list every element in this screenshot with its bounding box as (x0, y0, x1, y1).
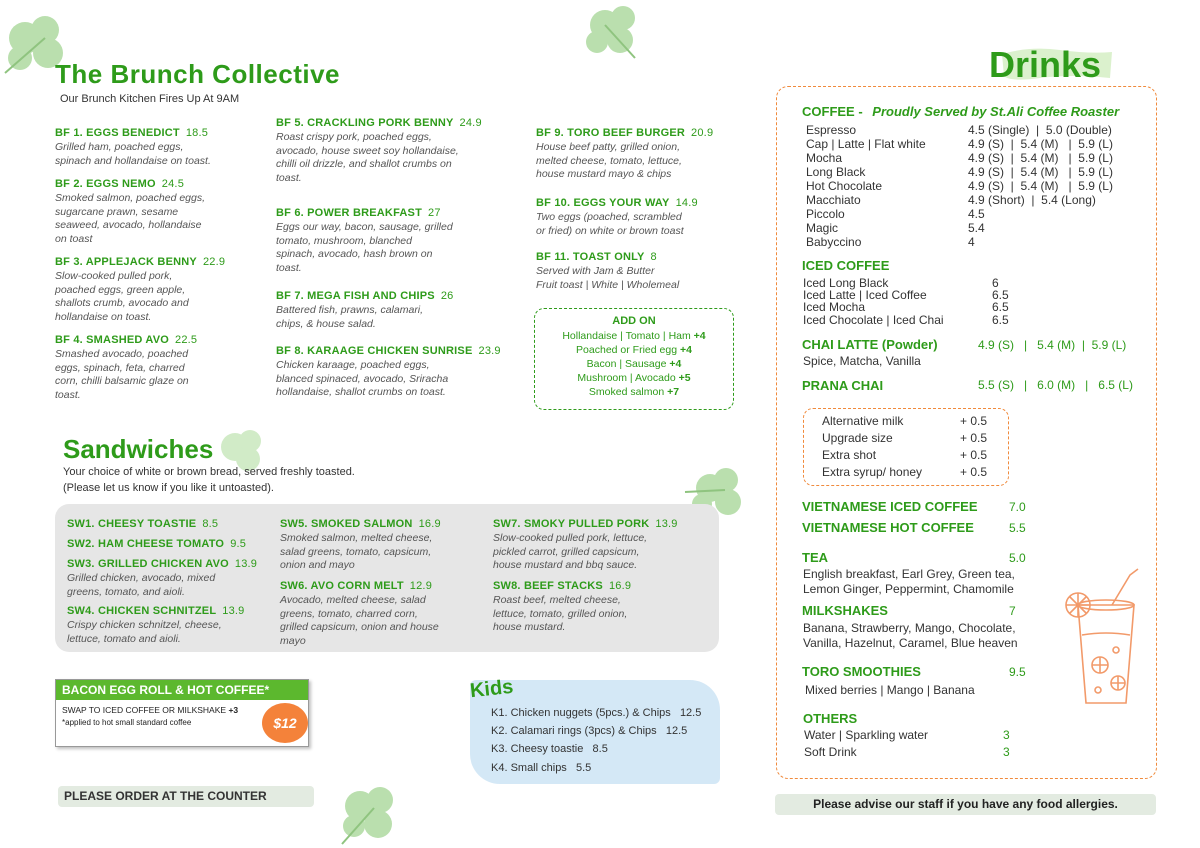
drink-name: Cap | Latte | Flat white (806, 137, 926, 151)
chai-latte-header: CHAI LATTE (Powder) (802, 337, 938, 352)
drink-price: 4.5 (Single) | 5.0 (Double) (968, 123, 1112, 137)
item-name: SW7. SMOKY PULLED PORK (493, 518, 650, 530)
sandwiches-title: Sandwiches (63, 434, 214, 464)
item-desc-line: hollandaise, shallot crumbs on toast. (276, 386, 446, 398)
others-header: OTHERS (803, 711, 858, 726)
item-desc-line: grilled capsicum, onion and house (280, 621, 439, 633)
item-price: 26 (440, 290, 454, 302)
drink-price: 3 (1003, 745, 1010, 759)
item-name: SW3. GRILLED CHICKEN AVO (67, 558, 229, 570)
kids-item: K4. Small chips 5.5 (491, 762, 592, 774)
smoothies-list: Mixed berries | Mango | Banana (805, 683, 975, 697)
item-name: BF 4. SMASHED AVO (55, 334, 170, 346)
item-desc-line: Avocado, melted cheese, salad (280, 594, 426, 606)
extra-name: Extra shot (822, 448, 877, 462)
item-desc-line: greens, tomato, charred corn, (280, 607, 418, 620)
drink-name: Water | Sparkling water (804, 728, 929, 742)
item-name: BF 1. EGGS BENEDICT (55, 127, 180, 139)
juice-glass-icon (1060, 565, 1150, 710)
menu-item-bf3 (55, 256, 265, 324)
drink-name: Iced Latte | Iced Coffee (803, 288, 927, 302)
item-price: 9.5 (230, 538, 247, 550)
drink-price: 6.5 (992, 300, 1009, 314)
item-desc-line: Fruit toast | White | Wholemeal (536, 278, 680, 291)
kids-item: K2. Calamari rings (3pcs) & Chips 12.5 (491, 725, 688, 737)
vietnamese-iced-header: VIETNAMESE ICED COFFEE (802, 499, 978, 514)
milkshakes-header: MILKSHAKES (802, 603, 888, 618)
item-desc-line: Roast crispy pork, poached eggs, (276, 131, 432, 143)
addon-box (534, 308, 734, 410)
page-subtitle: Our Brunch Kitchen Fires Up At 9AM (60, 93, 240, 105)
item-desc-line: Grilled ham, poached eggs, (55, 141, 184, 153)
item-desc-line: lettuce, tomato and aioli. (67, 632, 181, 645)
coffee-header: COFFEE - Proudly Served by St.Ali Coffee Roaster (802, 104, 1120, 119)
item-price: 18.5 (185, 127, 209, 139)
drink-price: 4 (968, 235, 975, 249)
extra-price: + 0.5 (960, 448, 988, 462)
coriander-leaf-icon (332, 778, 408, 846)
menu-item-bf10 (536, 197, 746, 238)
item-name: BF 6. POWER BREAKFAST (276, 207, 422, 219)
drink-name: Magic (806, 221, 839, 235)
item-desc-line: House beef patty, grilled onion, (536, 141, 680, 153)
item-desc-line: Slow-cooked pulled pork, (55, 270, 173, 282)
item-name: BF 3. APPLEJACK BENNY (55, 256, 197, 268)
extra-name: Upgrade size (822, 431, 893, 445)
item-desc-line: tomato, mushroom, blanched (276, 234, 412, 247)
extra-name: Extra syrup/ honey (822, 465, 923, 479)
drink-name: Babyccino (806, 235, 862, 249)
smoothies-price: 9.5 (1009, 665, 1026, 679)
drink-price: 3 (1003, 728, 1010, 742)
item-desc-line: Served with Jam & Butter (536, 265, 655, 277)
menu-item-sw3 (67, 558, 272, 599)
drink-name: Iced Chocolate | Iced Chai (803, 313, 944, 327)
item-price: 23.9 (478, 345, 501, 357)
drink-price: 6 (992, 276, 999, 290)
item-desc-line: Crispy chicken schnitzel, cheese, (67, 619, 222, 631)
chai-latte-prices: 4.9 (S) | 5.4 (M) | 5.9 (L) (978, 338, 1127, 352)
extra-price: + 0.5 (960, 465, 988, 479)
item-desc-line: corn, chilli balsamic glaze on (55, 375, 189, 387)
item-price: 20.9 (691, 127, 714, 139)
item-price: 8 (650, 251, 657, 263)
menu-item-sw8 (493, 580, 708, 635)
item-name: BF 5. CRACKLING PORK BENNY (276, 117, 454, 129)
item-desc-line: spinach and hollandaise on toast. (55, 154, 211, 167)
item-desc-line: poached eggs, green apple, (55, 283, 186, 296)
item-desc-line: hollandaise on toast. (55, 310, 152, 323)
item-name: BF 10. EGGS YOUR WAY (536, 197, 670, 209)
item-desc-line: pickled carrot, grilled capsicum, (493, 545, 640, 558)
tea-list: Lemon Ginger, Peppermint, Chamomile (803, 582, 1014, 596)
menu-item-sw1 (67, 518, 272, 530)
kids-item: K1. Chicken nuggets (5pcs.) & Chips 12.5 (491, 707, 702, 719)
drink-name: Hot Chocolate (806, 179, 883, 193)
item-price: 24.9 (459, 117, 482, 129)
extra-price: + 0.5 (960, 431, 988, 445)
drink-name: Long Black (806, 165, 866, 179)
drink-price: 4.5 (968, 207, 985, 221)
item-name: SW4. CHICKEN SCHNITZEL (67, 605, 217, 617)
drink-price: 4.9 (S) | 5.4 (M) | 5.9 (L) (968, 151, 1113, 165)
menu-item-bf8 (276, 345, 526, 400)
item-desc-line: Eggs our way, bacon, sausage, grilled (276, 221, 453, 233)
item-desc-line: Smoked salmon, melted cheese, (280, 532, 433, 544)
page-title: The Brunch Collective (55, 59, 340, 89)
tea-price: 5.0 (1009, 551, 1026, 565)
item-desc-line: salad greens, tomato, capsicum, (280, 545, 432, 558)
coriander-leaf-icon (575, 0, 645, 60)
item-desc-line: toast. (276, 261, 302, 274)
menu-item-sw2 (67, 538, 272, 550)
item-desc-line: onion and mayo (280, 559, 355, 571)
menu-item-bf5 (276, 117, 521, 185)
chai-flavours: Spice, Matcha, Vanilla (803, 354, 921, 368)
vietnamese-iced-price: 7.0 (1009, 500, 1026, 514)
drink-price: 5.4 (968, 221, 985, 235)
item-desc-line: Grilled chicken, avocado, mixed (67, 572, 216, 584)
extra-name: Alternative milk (822, 414, 904, 428)
combo-title: BACON EGG ROLL & HOT COFFEE* (56, 680, 308, 700)
item-name: BF 9. TORO BEEF BURGER (536, 127, 686, 139)
item-desc-line: toast. (55, 388, 81, 401)
item-price: 13.9 (655, 518, 678, 530)
menu-item-sw4 (67, 605, 272, 646)
item-desc-line: melted cheese, tomato, lettuce, (536, 154, 682, 167)
item-desc-line: house mustard. (493, 621, 566, 633)
sandwiches-note: Your choice of white or brown bread, served freshly toasted. (63, 466, 355, 478)
item-desc-line: mayo (280, 634, 306, 647)
milkshakes-price: 7 (1009, 604, 1016, 618)
menu-item-bf7 (276, 290, 521, 331)
drink-price: 6.5 (992, 288, 1009, 302)
item-price: 13.9 (234, 558, 258, 570)
item-desc-line: on toast (55, 232, 93, 245)
item-desc-line: house mustard mayo & chips (536, 168, 672, 180)
kids-title: Kids (468, 675, 515, 703)
menu-item-sw7 (493, 518, 708, 573)
combo-price-badge: $12 (262, 703, 308, 743)
drink-price: 4.9 (S) | 5.4 (M) | 5.9 (L) (968, 165, 1113, 179)
menu-item-bf1 (55, 127, 265, 168)
combo-note: *applied to hot small standard coffee (62, 718, 192, 727)
drink-name: Espresso (806, 123, 857, 137)
item-price: 14.9 (675, 197, 698, 209)
item-name: BF 7. MEGA FISH AND CHIPS (276, 290, 435, 302)
drink-name: Soft Drink (804, 745, 857, 759)
drink-price: 6.5 (992, 313, 1009, 327)
item-name: SW5. SMOKED SALMON (280, 518, 413, 530)
menu-item-bf2 (55, 178, 265, 246)
item-desc-line: house mustard and bbq sauce. (493, 559, 638, 571)
item-desc-line: Smoked salmon, poached eggs, (55, 192, 206, 204)
addon-row: Hollandaise | Tomato | Ham +4 (562, 330, 706, 342)
item-name: SW6. AVO CORN MELT (280, 580, 404, 592)
item-desc-line: Smashed avocado, poached (55, 348, 189, 360)
smoothies-header: TORO SMOOTHIES (802, 664, 921, 679)
item-price: 27 (428, 207, 441, 219)
item-price: 16.9 (418, 518, 441, 530)
item-desc-line: avocado, house sweet soy hollandaise, (276, 144, 459, 157)
order-at-counter-banner: PLEASE ORDER AT THE COUNTER (58, 786, 314, 807)
addon-row: Poached or Fried egg +4 (576, 344, 692, 356)
item-desc-line: sugarcane prawn, sesame (55, 205, 179, 218)
item-desc-line: greens, tomato, and aioli. (67, 585, 185, 598)
item-desc-line: lettuce, tomato, grilled onion, (493, 607, 628, 620)
menu-item-sw6 (280, 580, 485, 648)
item-desc-line: spinach, avocado, hash brown on (276, 248, 433, 260)
menu-item-bf11 (536, 251, 746, 292)
vietnamese-hot-header: VIETNAMESE HOT COFFEE (802, 520, 974, 535)
item-desc-line: blanced spinaced, avocado, Sriracha (276, 372, 449, 385)
item-desc-line: chilli oil drizzle, and shallot crumbs on (276, 158, 452, 170)
item-desc-line: Battered fish, prawns, calamari, (276, 304, 424, 316)
item-desc-line: eggs, spinach, feta, charred (55, 361, 185, 374)
prana-chai-prices: 5.5 (S) | 6.0 (M) | 6.5 (L) (978, 378, 1133, 392)
addon-row: Smoked salmon +7 (588, 386, 680, 398)
drink-name: Macchiato (806, 193, 861, 207)
allergy-notice: Please advise our staff if you have any food allergies. (775, 794, 1156, 815)
addon-row: Mushroom | Avocado +5 (577, 372, 691, 384)
item-price: 13.9 (222, 605, 245, 617)
menu-item-sw5 (280, 518, 485, 573)
milkshakes-list: Banana, Strawberry, Mango, Chocolate, (803, 621, 1016, 635)
item-name: BF 11. TOAST ONLY (536, 251, 645, 263)
combo-swap-line: SWAP TO ICED COFFEE OR MILKSHAKE +3 (62, 705, 239, 715)
item-desc-line: seaweed, avocado, hollandaise (55, 219, 202, 231)
item-price: 22.5 (175, 334, 198, 346)
addon-title: ADD ON (612, 315, 656, 327)
tea-list: English breakfast, Earl Grey, Green tea, (803, 567, 1015, 581)
drink-price: 4.9 (Short) | 5.4 (Long) (968, 193, 1096, 207)
item-name: BF 2. EGGS NEMO (55, 178, 156, 190)
item-price: 16.9 (608, 580, 632, 592)
item-desc-line: Slow-cooked pulled pork, lettuce, (493, 532, 648, 544)
item-desc-line: or fried) on white or brown toast (536, 224, 684, 237)
drink-name: Mocha (806, 151, 843, 165)
menu-item-bf9 (536, 127, 746, 182)
extra-price: + 0.5 (960, 414, 988, 428)
iced-coffee-header: ICED COFFEE (802, 258, 890, 273)
item-desc-line: Chicken karaage, poached eggs, (276, 359, 430, 371)
prana-chai-header: PRANA CHAI (802, 378, 884, 393)
item-desc-line: Two eggs (poached, scrambled (536, 211, 682, 223)
item-name: SW2. HAM CHEESE TOMATO (67, 538, 225, 550)
item-price: 12.9 (409, 580, 433, 592)
sandwiches-note: (Please let us know if you like it untoasted). (63, 482, 274, 494)
kids-item: K3. Cheesy toastie 8.5 (491, 743, 608, 755)
item-price: 22.9 (202, 256, 226, 268)
drink-name: Iced Mocha (803, 300, 866, 314)
milkshakes-list: Vanilla, Hazelnut, Caramel, Blue heaven (803, 636, 1018, 650)
menu-item-bf6 (276, 207, 521, 275)
vietnamese-hot-price: 5.5 (1009, 521, 1026, 535)
item-price: 24.5 (161, 178, 185, 190)
item-name: SW1. CHEESY TOASTIE (67, 518, 197, 530)
drink-name: Piccolo (806, 207, 845, 221)
drink-name: Iced Long Black (803, 276, 889, 290)
item-desc-line: shallots crumb, avocado and (55, 297, 189, 309)
menu-item-bf4 (55, 334, 265, 402)
drinks-title: Drinks (989, 44, 1102, 85)
addon-row: Bacon | Sausage +4 (586, 358, 682, 370)
item-name: SW8. BEEF STACKS (493, 580, 603, 592)
item-desc-line: chips, & house salad. (276, 317, 376, 330)
item-desc-line: Roast beef, melted cheese, (493, 594, 621, 606)
item-name: BF 8. KARAAGE CHICKEN SUNRISE (276, 345, 473, 357)
item-desc-line: toast. (276, 171, 302, 184)
drink-price: 4.9 (S) | 5.4 (M) | 5.9 (L) (968, 137, 1113, 151)
item-price: 8.5 (202, 518, 219, 530)
tea-header: TEA (802, 550, 828, 565)
drink-price: 4.9 (S) | 5.4 (M) | 5.9 (L) (968, 179, 1113, 193)
